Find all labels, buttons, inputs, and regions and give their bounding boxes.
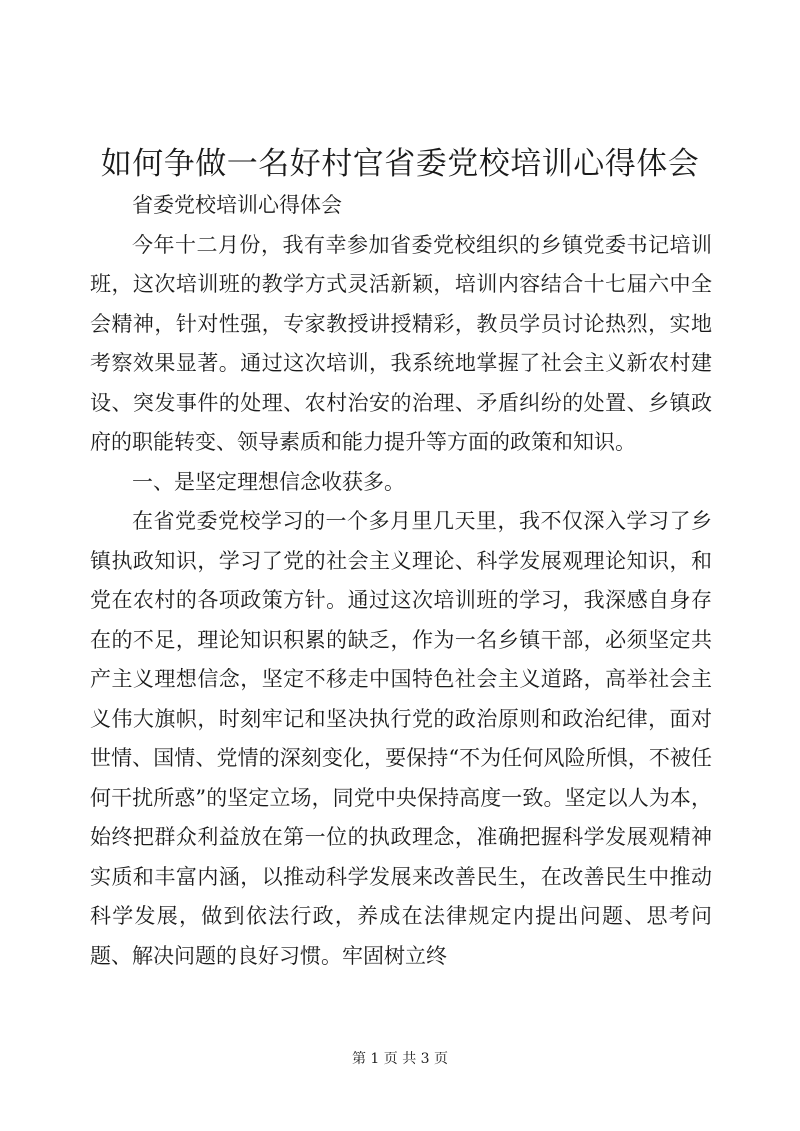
page-footer: 第 1 页 共 3 页 bbox=[351, 1051, 449, 1067]
document-title: 如何争做一名好村官省委党校培训心得体会 bbox=[100, 146, 700, 182]
document-body bbox=[90, 186, 712, 976]
intro-paragraph: 今年十二月份，我有幸参加省委党校组织的乡镇党委书记培训班，这次培训班的教学方式灵活新颖，培训内容结合十七届六中全会精神，针对性强，专家教授讲授精彩，教员学员讨论热烈，实地考察效果显著。通过这次培训，我系统地掌握了社会主义新农村建设、突发事件的处理、农村治安的治理、矛盾纠纷的处置、乡镇政府的职能转变、领导素质和能力提升等方面的政策和知识。 bbox=[90, 232, 712, 454]
section-heading: 一、是坚定理想信念收获多。 bbox=[132, 469, 405, 494]
subtitle-paragraph: 省委党校培训心得体会 bbox=[132, 193, 342, 217]
body-paragraph: 在省党委党校学习的一个多月里几天里，我不仅深入学习了乡镇执政知识，学习了党的社会主义理论、科学发展观理论知识，和党在农村的各项政策方针。通过这次培训班的学习，我深感自身存在的不足，理论知识积累的缺乏，作为一名乡镇干部，必须坚定共产主义理想信念，坚定不移走中国特色社会主义道路，高举社会主义伟大旗帜，时刻牢记和坚决执行党的政治原则和政治纪律，面对世情、国情、党情的深刻变化，要保持“不为任何风险所惧，不被任何干扰所惑”的坚定立场，同党中央保持高度一致。坚定以人为本，始终把群众利益放在第一位的执政理念，准确把握科学发展观精神实质和丰富内涵，以推动科学发展来改善民生，在改善民生中推动科学发展，做到依法行政，养成在法律规定内提出问题、思考问题、解决问题的良好习惯。牢固树立终 bbox=[90, 509, 712, 968]
